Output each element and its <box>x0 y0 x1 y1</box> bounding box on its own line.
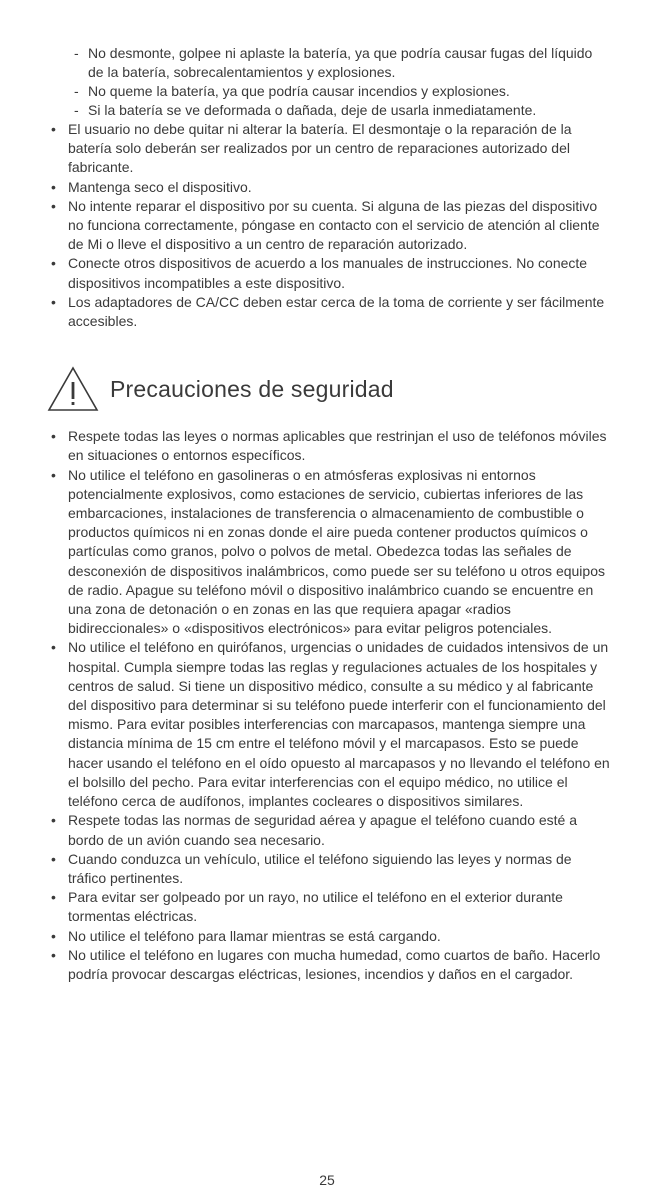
sublist-item <box>70 101 610 120</box>
list-item <box>50 850 610 888</box>
dash-marker: - <box>74 102 79 118</box>
dash-marker: - <box>74 45 79 61</box>
warning-triangle-icon <box>46 365 100 413</box>
sublist-item-text: No desmonte, golpee ni aplaste la batería, ya que podría causar fugas del líquido de la batería, sobrecalentamientos y explosiones. <box>88 45 593 80</box>
page-number: 25 <box>319 1172 335 1188</box>
list-item-text: Los adaptadores de CA/CC deben estar cerca de la toma de corriente y ser fácilmente accesibles. <box>68 293 605 330</box>
list-item-text: No utilice el teléfono en gasolineras o en atmósferas explosivas ni entornos potencialmente explosivos, como estaciones de servicio, cubiertas inferiores de las embarcaciones, instalaciones de transferencia o almacenamiento de combustible o productos químicos ni en zonas donde el aire pueda contener productos químicos o partículas como granos, polvo o polvos de metal. Obedezca todas las señales de desconexión de dispositivos inalámbricos, como puede ser su teléfono u otros equipos de radio. Apague su teléfono móvil o dispositivo inalámbrico cuando se encuentre en una zona de detonación o en zonas en las que requiera apagar «radios bidireccionales» o «dispositivos electrónicos» para evitar peligros potenciales. <box>68 466 605 637</box>
list-item-text: No utilice el teléfono en quirófanos, urgencias o unidades de cuidados intensivos de un hospital. Cumpla siempre todas las reglas y regulaciones actuales de los hospitales y centros de salud. Si tiene un dispositivo médico, consulte a su médico y al fabricante del dispositivo para determinar si su teléfono puede interferir con el funcionamiento del mismo. Para evitar posibles interferencias con marcapasos, mantenga siempre una distancia mínima de 15 cm entre el teléfono móvil y el marcapasos. Esto se puede hacer usando el teléfono en el oído opuesto al marcapasos y no llevando el teléfono en el bolsillo del pecho. Para evitar interferencias con el equipo médico, no utilice el teléfono cerca de audífonos, implantes cocleares o dispositivos similares. <box>68 639 610 810</box>
list-item-text: Respete todas las normas de seguridad aérea y apague el teléfono cuando esté a bordo de un avión cuando sea necesario. <box>68 812 578 848</box>
dash-marker: - <box>74 83 79 99</box>
bullet-marker: • <box>51 466 56 483</box>
list-item <box>50 946 610 984</box>
bullet-marker: • <box>51 197 56 214</box>
bullet-marker: • <box>51 812 56 829</box>
list-item-text: No utilice el teléfono para llamar mientras se está cargando. <box>68 927 441 944</box>
list-item <box>50 293 610 331</box>
list-item-text: Respete todas las leyes o normas aplicables que restrinjan el uso de teléfonos móviles en situaciones o entornos específicos. <box>68 428 607 464</box>
device-care-list <box>50 120 610 331</box>
list-item <box>50 427 610 465</box>
list-item <box>50 811 610 849</box>
sublist-item-text: No queme la batería, ya que podría causar incendios y explosiones. <box>88 83 510 99</box>
sublist-item <box>70 82 610 101</box>
section-heading <box>50 365 610 413</box>
sublist-item-text: Si la batería se ve deformada o dañada, deje de usarla inmediatamente. <box>88 102 537 118</box>
list-item <box>50 178 610 197</box>
bullet-marker: • <box>51 850 56 867</box>
list-item <box>50 254 610 292</box>
list-item-text: Para evitar ser golpeado por un rayo, no utilice el teléfono en el exterior durante tormentas eléctricas. <box>68 889 563 925</box>
safety-precautions-list <box>50 427 610 984</box>
battery-sublist <box>50 44 610 120</box>
bullet-marker: • <box>51 121 56 137</box>
bullet-marker: • <box>51 293 56 310</box>
list-item <box>50 197 610 255</box>
bullet-marker: • <box>51 889 56 906</box>
list-item-text: No intente reparar el dispositivo por su cuenta. Si alguna de las piezas del dispositivo no funciona correctamente, póngase en contacto con el servicio de atención al cliente de Mi o lleve el dispositivo a un centro de reparación autorizado. <box>68 197 600 253</box>
bullet-marker: • <box>51 178 56 195</box>
list-item <box>50 927 610 946</box>
list-item <box>50 888 610 926</box>
bullet-marker: • <box>51 255 56 272</box>
bullet-marker: • <box>51 639 56 656</box>
list-item <box>50 466 610 639</box>
list-item-text: Cuando conduzca un vehículo, utilice el teléfono siguiendo las leyes y normas de tráfico pertinentes. <box>68 850 572 886</box>
list-item-text: Conecte otros dispositivos de acuerdo a los manuales de instrucciones. No conecte dispositivos incompatibles a este dispositivo. <box>68 255 588 291</box>
page-content <box>50 44 610 984</box>
section-title: Precauciones de seguridad <box>110 375 394 402</box>
sublist-item <box>70 44 610 82</box>
bullet-marker: • <box>51 927 56 944</box>
list-item <box>50 638 610 811</box>
list-item-text: Mantenga seco el dispositivo. <box>68 178 252 195</box>
bullet-marker: • <box>51 946 56 963</box>
list-item-text: El usuario no debe quitar ni alterar la batería. El desmontaje o la reparación de la batería solo deberán ser realizados por un centro de reparaciones autorizado del fabricante. <box>68 121 572 176</box>
bullet-marker: • <box>51 428 56 445</box>
list-item <box>50 120 610 178</box>
list-item-text: No utilice el teléfono en lugares con mucha humedad, como cuartos de baño. Hacerlo podría provocar descargas eléctricas, lesiones, incendios y daños en el cargador. <box>68 946 601 982</box>
